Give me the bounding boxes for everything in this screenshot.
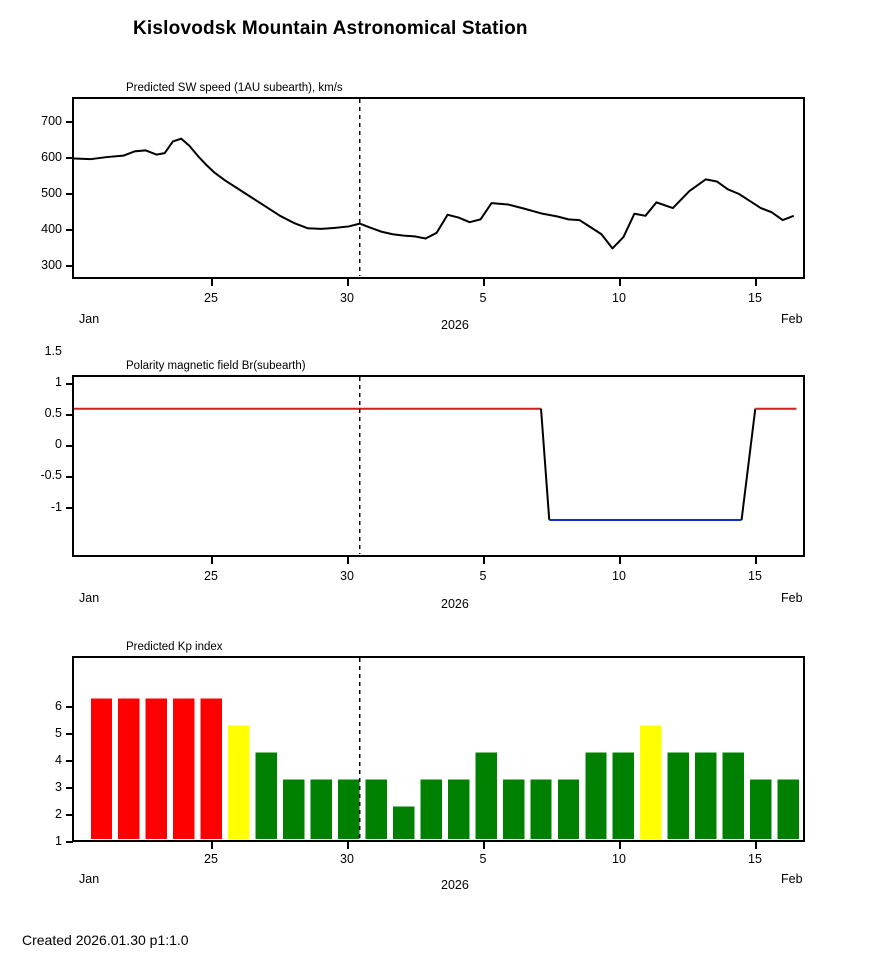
sw-xtick-mark-10 (619, 279, 621, 286)
polarity-xtick-mark-10 (619, 557, 621, 564)
kp-xtick-30: 30 (340, 852, 354, 866)
kp-ytick-mark-6 (66, 706, 73, 708)
sw-ytick-mark-600 (66, 157, 73, 159)
kp-caption: Predicted Kp index (126, 641, 223, 653)
polarity-ytick-05: 0.5 (44, 406, 62, 420)
sw-axis-month-start: Jan (79, 312, 100, 326)
kp-axis-year: 2026 (441, 878, 469, 892)
polarity-xtick-mark-30 (347, 557, 349, 564)
polarity-plot-frame (72, 375, 805, 557)
sw-ytick-mark-300 (66, 265, 73, 267)
sw-speed-series-svg (74, 99, 802, 276)
kp-ytick-2: 2 (55, 807, 62, 821)
sw-ytick-600: 600 (41, 150, 62, 164)
sw-xtick-mark-25 (211, 279, 213, 286)
kp-ytick-5: 5 (55, 726, 62, 740)
polarity-xtick-25: 25 (204, 569, 218, 583)
polarity-ytick-mark-neg1 (66, 507, 73, 509)
footer-created: Created 2026.01.30 p1:1.0 (22, 932, 189, 948)
kp-ytick-4: 4 (55, 753, 62, 767)
polarity-ytick-1: 1 (55, 375, 62, 389)
sw-xtick-30: 30 (340, 291, 354, 305)
kp-ytick-mark-2 (66, 814, 73, 816)
polarity-ytick-mark-05 (66, 414, 73, 416)
kp-xtick-10: 10 (612, 852, 626, 866)
sw-xtick-mark-30 (347, 279, 349, 286)
polarity-ytick-mark-1 (66, 383, 73, 385)
kp-ytick-3: 3 (55, 780, 62, 794)
kp-axis-month-start: Jan (79, 872, 100, 886)
polarity-axis-year: 2026 (441, 597, 469, 611)
sw-axis-month-end: Feb (781, 312, 803, 326)
page-title: Kislovodsk Mountain Astronomical Station (133, 18, 528, 39)
polarity-xtick-5: 5 (479, 569, 487, 583)
kp-axis-month-end: Feb (781, 872, 803, 886)
sw-xtick-10: 10 (612, 291, 626, 305)
kp-xtick-5: 5 (479, 852, 487, 866)
polarity-ytick-neg1: -1 (50, 500, 62, 514)
kp-bars-svg (74, 658, 802, 839)
sw-ytick-mark-700 (66, 121, 73, 123)
polarity-ytick-15: 1.5 (44, 344, 62, 358)
kp-xtick-mark-5 (483, 842, 485, 849)
polarity-caption: Polarity magnetic field Br(subearth) (126, 360, 306, 372)
polarity-ytick-mark-0 (66, 445, 73, 447)
kp-ytick-mark-5 (66, 733, 73, 735)
sw-xtick-25: 25 (204, 291, 218, 305)
polarity-axis-month-end: Feb (781, 591, 803, 605)
kp-ytick-mark-1 (66, 841, 73, 843)
polarity-ytick-neg05: -0.5 (40, 468, 62, 482)
polarity-ytick-mark-neg05 (66, 476, 73, 478)
polarity-xtick-10: 10 (612, 569, 626, 583)
sw-axis-year: 2026 (441, 318, 469, 332)
sw-xtick-15: 15 (748, 291, 762, 305)
kp-xtick-mark-10 (619, 842, 621, 849)
sw-xtick-mark-5 (483, 279, 485, 286)
polarity-xtick-15: 15 (748, 569, 762, 583)
polarity-series-svg (74, 377, 802, 554)
kp-xtick-mark-15 (755, 842, 757, 849)
kp-xtick-mark-25 (211, 842, 213, 849)
polarity-xtick-mark-5 (483, 557, 485, 564)
sw-ytick-300: 300 (41, 258, 62, 272)
polarity-xtick-30: 30 (340, 569, 354, 583)
sw-xtick-mark-15 (755, 279, 757, 286)
kp-xtick-mark-30 (347, 842, 349, 849)
polarity-ytick-0: 0 (55, 437, 62, 451)
kp-ytick-6: 6 (55, 699, 62, 713)
kp-plot-frame (72, 656, 805, 842)
polarity-axis-month-start: Jan (79, 591, 100, 605)
polarity-xtick-mark-15 (755, 557, 757, 564)
sw-speed-caption: Predicted SW speed (1AU subearth), km/s (126, 82, 343, 94)
kp-xtick-25: 25 (204, 852, 218, 866)
sw-ytick-500: 500 (41, 186, 62, 200)
polarity-xtick-mark-25 (211, 557, 213, 564)
kp-xtick-15: 15 (748, 852, 762, 866)
sw-ytick-mark-500 (66, 193, 73, 195)
kp-ytick-mark-3 (66, 787, 73, 789)
kp-ytick-1: 1 (55, 834, 62, 848)
sw-ytick-mark-400 (66, 229, 73, 231)
kp-ytick-mark-4 (66, 760, 73, 762)
sw-ytick-700: 700 (41, 114, 62, 128)
sw-speed-plot-frame (72, 97, 805, 279)
sw-xtick-5: 5 (479, 291, 487, 305)
sw-ytick-400: 400 (41, 222, 62, 236)
